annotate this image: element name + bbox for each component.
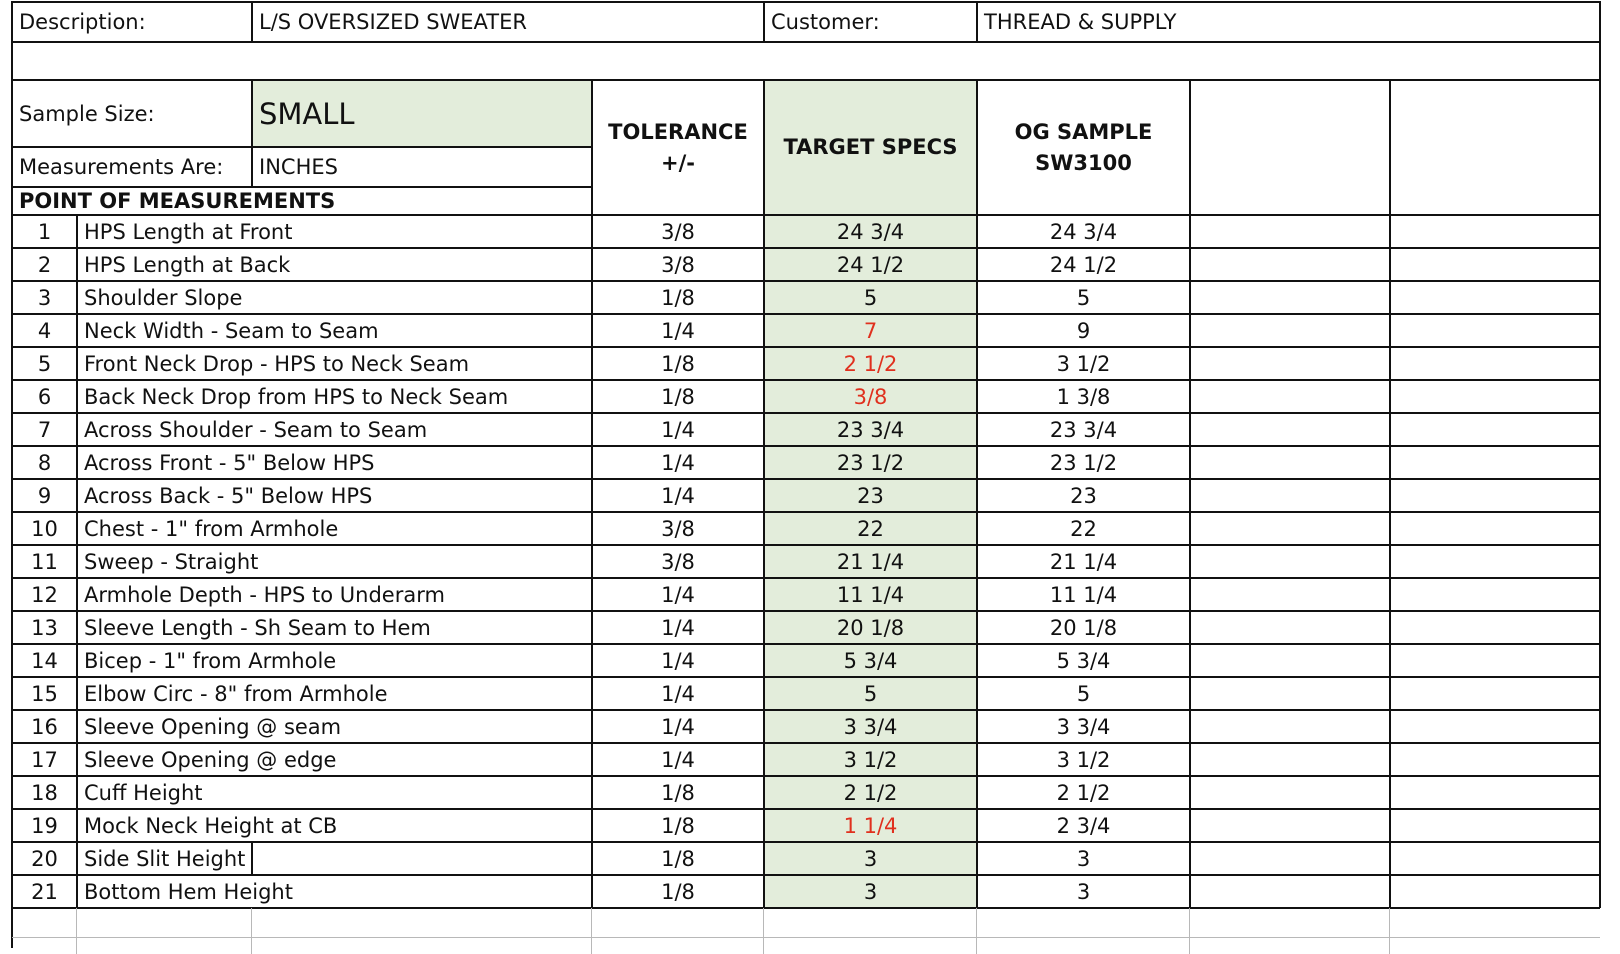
sample-size-label: Sample Size: (19, 101, 155, 126)
empty-cell[interactable] (1390, 743, 1600, 776)
og-sample-value[interactable]: 1 3/8 (1056, 384, 1111, 409)
target-spec-value[interactable]: 23 1/2 (836, 450, 905, 475)
measurement-name[interactable]: Side Slit Height (84, 846, 246, 871)
og-sample-value[interactable]: 23 1/2 (1049, 450, 1118, 475)
empty-cell[interactable] (1390, 446, 1600, 479)
og-sample-value[interactable]: 20 1/8 (1049, 615, 1118, 640)
measurement-name[interactable]: Elbow Circ - 8" from Armhole (84, 681, 388, 706)
tolerance-value[interactable]: 1/4 (661, 615, 695, 640)
target-spec-value[interactable]: 2 1/2 (843, 351, 898, 376)
grid-line (12, 313, 1600, 315)
og-sample-value[interactable]: 23 (1070, 483, 1097, 508)
grid-line (763, 908, 764, 954)
tolerance-value[interactable]: 1/8 (661, 384, 695, 409)
row-number: 1 (37, 219, 52, 244)
target-spec-value[interactable]: 3 3/4 (843, 714, 898, 739)
grid-line (1389, 79, 1391, 908)
measurement-name[interactable]: Back Neck Drop from HPS to Neck Seam (84, 384, 509, 409)
customer-label: Customer: (771, 10, 880, 34)
og-sample-value[interactable]: 3 (1076, 846, 1091, 871)
grid-line (12, 280, 1600, 282)
empty-cell[interactable] (1390, 710, 1600, 743)
grid-line (591, 908, 592, 954)
row-number: 12 (31, 582, 58, 607)
empty-cell[interactable] (1190, 347, 1390, 380)
target-specs-header-text: TARGET SPECS (783, 135, 958, 159)
grid-line (12, 379, 1600, 381)
empty-cell[interactable] (1390, 281, 1600, 314)
measurement-name[interactable]: Sleeve Opening @ seam (84, 714, 342, 739)
grid-line (76, 908, 77, 954)
grid-line (763, 79, 765, 908)
row-number: 4 (37, 318, 52, 343)
measurement-name[interactable]: Across Back - 5" Below HPS (84, 483, 373, 508)
og-sample-value[interactable]: 3 3/4 (1056, 714, 1111, 739)
target-spec-value[interactable]: 23 (857, 483, 884, 508)
row-number: 3 (37, 285, 52, 310)
target-spec-value[interactable]: 22 (857, 516, 884, 541)
empty-cell[interactable] (1190, 413, 1390, 446)
target-spec-value[interactable]: 23 3/4 (836, 417, 905, 442)
measurement-name[interactable]: Shoulder Slope (84, 285, 243, 310)
og-sample-value[interactable]: 5 (1076, 285, 1091, 310)
tolerance-value[interactable]: 1/4 (661, 582, 695, 607)
grid-line (12, 544, 1600, 546)
tolerance-value[interactable]: 1/4 (661, 417, 695, 442)
grid-line (12, 41, 1600, 43)
grid-line (12, 214, 1600, 216)
empty-cell[interactable] (1390, 413, 1600, 446)
target-spec-value[interactable]: 5 3/4 (843, 648, 898, 673)
tolerance-value[interactable]: 1/8 (661, 846, 695, 871)
grid-line (251, 1, 253, 41)
grid-line (12, 775, 1600, 777)
empty-cell[interactable] (1390, 380, 1600, 413)
og-sample-value[interactable]: 2 1/2 (1056, 780, 1111, 805)
row-number: 15 (31, 681, 58, 706)
og-sample-value[interactable]: 5 (1076, 681, 1091, 706)
grid-line (12, 808, 1600, 810)
empty-cell[interactable] (1190, 545, 1390, 578)
target-spec-value[interactable]: 11 1/4 (836, 582, 905, 607)
empty-cell[interactable] (1190, 281, 1390, 314)
grid-line (12, 742, 1600, 744)
grid-line (12, 643, 1600, 645)
grid-line (12, 146, 592, 148)
measurements-value[interactable]: INCHES (259, 155, 338, 179)
empty-cell[interactable] (1190, 512, 1390, 545)
measurement-name[interactable]: Neck Width - Seam to Seam (84, 318, 379, 343)
tolerance-value[interactable]: 1/4 (661, 483, 695, 508)
row-number: 8 (37, 450, 52, 475)
target-spec-value[interactable]: 5 (863, 681, 878, 706)
target-spec-value[interactable]: 3/8 (853, 384, 888, 409)
og-sample-value[interactable]: 11 1/4 (1049, 582, 1118, 607)
measurement-name[interactable]: Armhole Depth - HPS to Underarm (84, 582, 445, 607)
empty-cell[interactable] (1190, 446, 1390, 479)
empty-cell[interactable] (1390, 611, 1600, 644)
measurement-name[interactable]: HPS Length at Front (84, 219, 293, 244)
description-value[interactable]: L/S OVERSIZED SWEATER (259, 10, 527, 34)
sample-size-value[interactable]: SMALL (259, 96, 355, 131)
empty-cell[interactable] (1390, 809, 1600, 842)
grid-line (251, 908, 252, 954)
target-spec-value[interactable]: 3 (863, 846, 878, 871)
grid-line (976, 1, 978, 41)
customer-value[interactable]: THREAD & SUPPLY (984, 10, 1177, 34)
empty-cell[interactable] (1390, 842, 1600, 875)
empty-cell[interactable] (1190, 479, 1390, 512)
grid-line (976, 79, 978, 908)
tolerance-value[interactable]: 1/8 (661, 285, 695, 310)
row-number: 6 (37, 384, 52, 409)
tolerance-value[interactable]: 1/4 (661, 648, 695, 673)
row-number: 19 (31, 813, 58, 838)
row-number: 13 (31, 615, 58, 640)
grid-line (12, 610, 1600, 612)
tolerance-value[interactable]: 1/8 (661, 813, 695, 838)
target-specs-header (764, 80, 977, 215)
target-spec-value[interactable]: 3 (863, 879, 878, 904)
grid-line (1389, 908, 1390, 954)
grid-line (11, 1, 13, 948)
description-label: Description: (19, 10, 146, 34)
row-number: 9 (37, 483, 52, 508)
grid-line (12, 445, 1600, 447)
empty-cell[interactable] (1390, 677, 1600, 710)
empty-cell[interactable] (1190, 875, 1390, 908)
og-sample-value[interactable]: 3 (1076, 879, 1091, 904)
row-number: 2 (37, 252, 52, 277)
og-sample-header-line1: OG SAMPLE (1014, 119, 1153, 144)
grid-line (1189, 908, 1190, 954)
empty-cell[interactable] (1190, 611, 1390, 644)
empty-cell[interactable] (1190, 215, 1390, 248)
og-sample-value[interactable]: 3 1/2 (1056, 747, 1111, 772)
empty-cell[interactable] (1190, 314, 1390, 347)
row-number: 20 (31, 846, 58, 871)
empty-cell[interactable] (1190, 677, 1390, 710)
tolerance-header-line2: +/- (661, 150, 695, 175)
empty-cell[interactable] (1390, 578, 1600, 611)
tolerance-value[interactable]: 1/4 (661, 714, 695, 739)
tolerance-value[interactable]: 1/4 (661, 318, 695, 343)
row-number: 11 (31, 549, 58, 574)
og-sample-value[interactable]: 21 1/4 (1049, 549, 1118, 574)
og-sample-header-line2: SW3100 (1035, 150, 1132, 175)
empty-cell[interactable] (1390, 479, 1600, 512)
measurement-name[interactable]: Cuff Height (84, 780, 203, 805)
empty-cell[interactable] (1390, 776, 1600, 809)
og-sample-value[interactable]: 22 (1070, 516, 1097, 541)
empty-cell[interactable] (1390, 314, 1600, 347)
row-number: 10 (31, 516, 58, 541)
empty-cell[interactable] (1390, 512, 1600, 545)
target-spec-value[interactable]: 2 1/2 (843, 780, 898, 805)
grid-line (12, 346, 1600, 348)
tolerance-value[interactable]: 3/8 (661, 219, 695, 244)
tolerance-value[interactable]: 1/8 (661, 780, 695, 805)
tolerance-value[interactable]: 3/8 (661, 549, 695, 574)
grid-line (591, 79, 593, 908)
og-sample-value[interactable]: 24 3/4 (1049, 219, 1118, 244)
grid-line (76, 214, 78, 908)
row-number: 7 (37, 417, 52, 442)
og-sample-value[interactable]: 3 1/2 (1056, 351, 1111, 376)
tolerance-value[interactable]: 3/8 (661, 516, 695, 541)
row-number: 14 (31, 648, 58, 673)
tolerance-value[interactable]: 1/4 (661, 450, 695, 475)
empty-cell[interactable] (1190, 743, 1390, 776)
row-number: 21 (31, 879, 58, 904)
grid-line (251, 79, 253, 186)
target-spec-value[interactable]: 1 1/4 (843, 813, 898, 838)
target-spec-value[interactable]: 5 (863, 285, 878, 310)
tolerance-header-line1: TOLERANCE (608, 119, 748, 144)
grid-line (976, 908, 977, 954)
empty-cell[interactable] (1390, 215, 1600, 248)
empty-cell[interactable] (1390, 545, 1600, 578)
og-sample-value[interactable]: 23 3/4 (1049, 417, 1118, 442)
grid-line (1599, 1, 1601, 908)
measurement-name[interactable]: Chest - 1" from Armhole (84, 516, 339, 541)
target-spec-value[interactable]: 24 3/4 (836, 219, 905, 244)
empty-cell[interactable] (1390, 248, 1600, 281)
tolerance-value[interactable]: 1/8 (661, 351, 695, 376)
measurement-name[interactable]: HPS Length at Back (84, 252, 291, 277)
empty-cell[interactable] (1190, 578, 1390, 611)
measurement-name[interactable]: Sleeve Opening @ edge (84, 747, 337, 772)
grid-line (251, 841, 253, 875)
measurement-name[interactable]: Sleeve Length - Sh Seam to Hem (84, 615, 431, 640)
grid-line (12, 511, 1600, 513)
empty-cell[interactable] (1190, 248, 1390, 281)
empty-cell[interactable] (1190, 380, 1390, 413)
og-sample-value[interactable]: 5 3/4 (1056, 648, 1111, 673)
target-spec-value[interactable]: 21 1/4 (836, 549, 905, 574)
measurement-name[interactable]: Bicep - 1" from Armhole (84, 648, 337, 673)
grid-line (12, 478, 1600, 480)
measurement-name[interactable]: Sweep - Straight (84, 549, 259, 574)
og-sample-value[interactable]: 24 1/2 (1049, 252, 1118, 277)
grid-line (12, 676, 1600, 678)
measurement-name[interactable]: Bottom Hem Height (84, 879, 293, 904)
grid-line (12, 186, 592, 188)
empty-cell[interactable] (1390, 347, 1600, 380)
empty-cell[interactable] (1190, 776, 1390, 809)
measurements-label: Measurements Are: (19, 155, 224, 179)
og-sample-value[interactable]: 2 3/4 (1056, 813, 1111, 838)
measurement-name[interactable]: Across Front - 5" Below HPS (84, 450, 375, 475)
pom-heading: POINT OF MEASUREMENTS (19, 189, 336, 213)
grid-line (12, 709, 1600, 711)
tolerance-header (592, 80, 764, 215)
tolerance-value[interactable]: 3/8 (661, 252, 695, 277)
og-sample-header (977, 80, 1190, 215)
row-number: 18 (31, 780, 58, 805)
row-number: 17 (31, 747, 58, 772)
empty-cell[interactable] (1190, 644, 1390, 677)
empty-cell[interactable] (1390, 875, 1600, 908)
target-spec-value[interactable]: 20 1/8 (836, 615, 905, 640)
grid-line (12, 247, 1600, 249)
tolerance-value[interactable]: 1/8 (661, 879, 695, 904)
empty-cell[interactable] (1190, 710, 1390, 743)
tolerance-value[interactable]: 1/4 (661, 747, 695, 772)
og-sample-value[interactable]: 9 (1076, 318, 1091, 343)
measurement-name[interactable]: Across Shoulder - Seam to Seam (84, 417, 428, 442)
grid-line (763, 1, 765, 41)
row-number: 16 (31, 714, 58, 739)
measurement-name[interactable]: Mock Neck Height at CB (84, 813, 338, 838)
grid-line (1189, 79, 1191, 908)
measurement-name[interactable]: Front Neck Drop - HPS to Neck Seam (84, 351, 470, 376)
target-spec-value[interactable]: 3 1/2 (843, 747, 898, 772)
empty-cell[interactable] (1390, 644, 1600, 677)
target-spec-value[interactable]: 24 1/2 (836, 252, 905, 277)
target-spec-value[interactable]: 7 (863, 318, 878, 343)
empty-cell[interactable] (1190, 842, 1390, 875)
grid-line (12, 412, 1600, 414)
row-number: 5 (37, 351, 52, 376)
tolerance-value[interactable]: 1/4 (661, 681, 695, 706)
empty-cell[interactable] (1190, 809, 1390, 842)
grid-line (12, 577, 1600, 579)
